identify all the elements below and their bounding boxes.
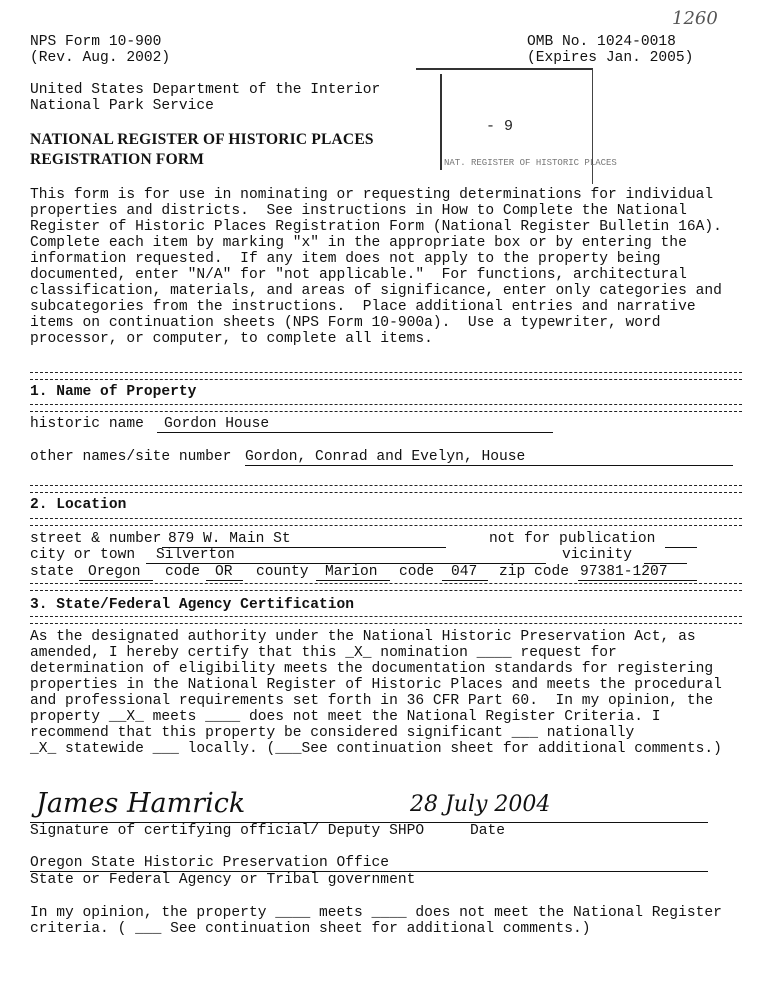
- signature-label: Signature of certifying official/ Deputy SHPO: [30, 823, 425, 839]
- agency-department: United States Department of the Interior: [30, 82, 381, 98]
- certification-line: and professional requirements set forth in 36 CFR Part 60. In my opinion, the: [30, 693, 714, 709]
- stamp-date: - 9: [486, 118, 514, 135]
- stamp-text: NAT. REGISTER OF HISTORIC PLACES: [444, 158, 617, 168]
- vicinity-field[interactable]: [644, 547, 687, 564]
- zip-label: zip code: [499, 564, 570, 580]
- office-label: State or Federal Agency or Tribal government: [30, 872, 416, 888]
- street-label: street & number: [30, 531, 162, 547]
- section-divider: [30, 583, 742, 591]
- city-field[interactable]: Silverton: [146, 547, 546, 564]
- instructions-line: properties and districts. See instructions in How to Complete the National: [30, 203, 687, 219]
- section-divider: [30, 404, 742, 412]
- instructions-line: Complete each item by marking "x" in the appropriate box or by entering the: [30, 235, 687, 251]
- city-label: city or town: [30, 547, 136, 563]
- not-for-publication-label: not for publication: [489, 531, 656, 547]
- handwritten-date: 28 July 2004: [410, 792, 551, 817]
- state-label: state: [30, 564, 74, 580]
- county-label: county: [256, 564, 309, 580]
- other-names-field[interactable]: Gordon, Conrad and Evelyn, House: [245, 449, 733, 466]
- received-stamp: [416, 68, 617, 186]
- opinion-line: In my opinion, the property ____ meets ____ does not meet the National Register: [30, 905, 722, 921]
- not-for-publication-field[interactable]: [665, 531, 697, 548]
- historic-name-label: historic name: [30, 416, 144, 432]
- street-field[interactable]: 879 W. Main St: [162, 531, 446, 548]
- handwritten-page-mark: 1260: [672, 8, 718, 29]
- form-revision: (Rev. Aug. 2002): [30, 50, 171, 66]
- form-number: NPS Form 10-900: [30, 34, 162, 50]
- certification-line: determination of eligibility meets the documentation standards for registering: [30, 661, 714, 677]
- form-title: NATIONAL REGISTER OF HISTORIC PLACES: [30, 131, 374, 148]
- section-3-heading: 3. State/Federal Agency Certification: [30, 597, 355, 613]
- certification-line: _X_ statewide ___ locally. (___See continuation sheet for additional comments.): [30, 741, 722, 757]
- county-field[interactable]: Marion: [316, 564, 390, 581]
- date-label: Date: [470, 823, 506, 839]
- certification-line: recommend that this property be considered significant ___ nationally: [30, 725, 635, 741]
- omb-expiration: (Expires Jan. 2005): [527, 50, 694, 66]
- vicinity-label: vicinity: [562, 547, 633, 563]
- state-code-label: code: [165, 564, 201, 580]
- omb-number: OMB No. 1024-0018: [527, 34, 676, 50]
- instructions-line: classification, materials, and areas of significance, enter only categories and: [30, 283, 722, 299]
- county-code-label: code: [399, 564, 435, 580]
- instructions-line: This form is for use in nominating or requesting determinations for individual: [30, 187, 714, 203]
- section-2-heading: 2. Location: [30, 497, 127, 513]
- opinion-line: criteria. ( ___ See continuation sheet for additional comments.): [30, 921, 591, 937]
- instructions-line: documented, enter "N/A" for "not applicable." For functions, architectural: [30, 267, 687, 283]
- historic-name-field[interactable]: Gordon House: [157, 416, 553, 433]
- zip-field[interactable]: 97381-1207: [578, 564, 697, 581]
- instructions-line: Register of Historic Places Registration Form (National Register Bulletin 16A).: [30, 219, 722, 235]
- certification-line: properties in the National Register of Historic Places and meets the procedural: [30, 677, 722, 693]
- agency-service: National Park Service: [30, 98, 214, 114]
- handwritten-signature: James Hamrick: [36, 788, 246, 819]
- certification-line: amended, I hereby certify that this _X_ nomination ____ request for: [30, 645, 617, 661]
- certification-line: property __X_ meets ____ does not meet the National Register Criteria. I: [30, 709, 661, 725]
- section-divider: [30, 372, 742, 380]
- county-code-field[interactable]: 047: [442, 564, 488, 581]
- section-divider: [30, 518, 742, 526]
- certification-line: As the designated authority under the National Historic Preservation Act, as: [30, 629, 696, 645]
- state-code-field[interactable]: OR: [206, 564, 243, 581]
- instructions-line: processor, or computer, to complete all items.: [30, 331, 433, 347]
- section-divider: [30, 616, 742, 624]
- form-subtitle: REGISTRATION FORM: [30, 151, 205, 168]
- other-names-label: other names/site number: [30, 449, 232, 465]
- state-field[interactable]: Oregon: [79, 564, 153, 581]
- office-name: Oregon State Historic Preservation Office: [30, 855, 390, 871]
- section-1-heading: 1. Name of Property: [30, 384, 197, 400]
- instructions-line: subcategories from the instructions. Place additional entries and narrative: [30, 299, 696, 315]
- section-divider: [30, 485, 742, 493]
- instructions-line: information requested. If any item does not apply to the property being: [30, 251, 661, 267]
- instructions-line: items on continuation sheets (NPS Form 10-900a). Use a typewriter, word: [30, 315, 661, 331]
